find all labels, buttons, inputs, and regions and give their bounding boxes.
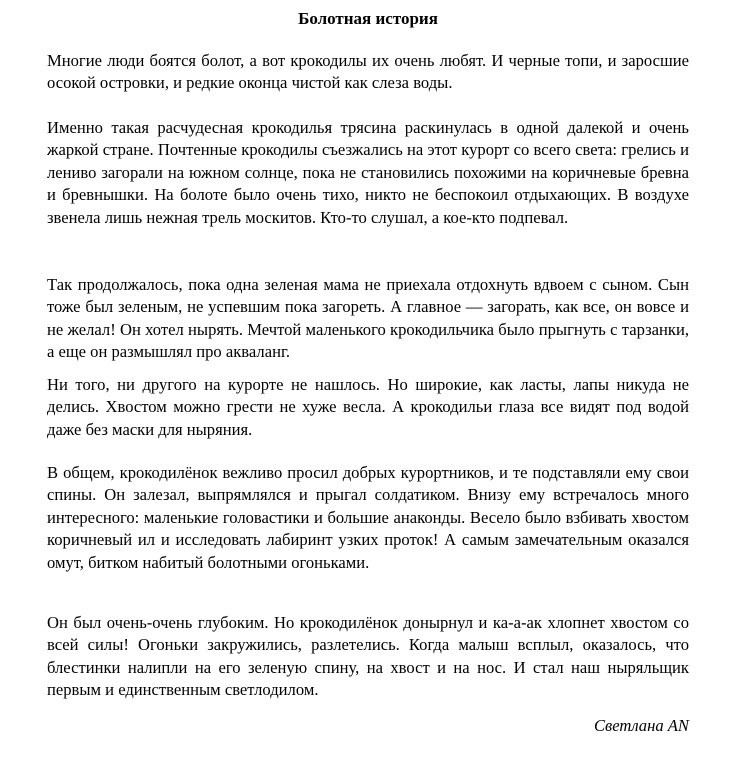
- paragraph-4: Ни того, ни другого на курорте не нашлось. Но широкие, как ласты, лапы никуда не делись. Хвостом можно грести не хуже весла. А крокодильи глаза все видят под водой даже без маски для ныряния.: [47, 375, 689, 439]
- paragraph-5: В общем, крокодилёнок вежливо просил добрых курортников, и те подставляли ему свои спины. Он залезал, выпрямлялся и прыгал солдатиком. Внизу ему встречалось много интересного: маленькие головастики и большие анаконды. Весело было взбивать хвостом коричневый ил и исследовать лабиринт узких проток! А самым замечательным оказался омут, битком набитый болотными огоньками.: [47, 463, 689, 572]
- paragraph-1: Многие люди боятся болот, а вот крокодилы их очень любят. И черные топи, и заросшие осокой островки, и редкие оконца чистой как слеза воды.: [47, 51, 689, 93]
- document-title: Болотная история: [298, 9, 438, 28]
- paragraph-6: Он был очень-очень глубоким. Но крокодилёнок донырнул и ка-а-ак хлопнет хвостом со всей силы! Огоньки закружились, разлетелись. Когда малыш всплыл, оказалось, что блестинки налипли на его зеленую спину, на хвост и на нос. И стал наш ныряльщик первым и единственным светлодилом.: [47, 613, 689, 700]
- author-signature: Светлана AN: [593, 716, 689, 735]
- paragraph-2: Именно такая расчудесная крокодилья трясина раскинулась в одной далекой и очень жаркой стране. Почтенные крокодилы съезжались на этот курорт со всего света: грелись и лениво загорали на южном солнце, пока не становились похожими на коричневые бревна и бревнышки. На болоте было очень тихо, никто не беспокоил отдыхающих. В воздухе звенела лишь нежная трель москитов. Кто-то слушал, а кое-кто подпевал.: [47, 118, 689, 227]
- paragraph-3: Так продолжалось, пока одна зеленая мама не приехала отдохнуть вдвоем с сыном. Сын тоже был зеленым, не успевшим пока загореть. А главное — загорать, как все, он вовсе и не желал! Он хотел нырять. Мечтой маленького крокодильчика было прыгнуть с тарзанки, а еще он размышлял про акваланг.: [47, 275, 689, 362]
